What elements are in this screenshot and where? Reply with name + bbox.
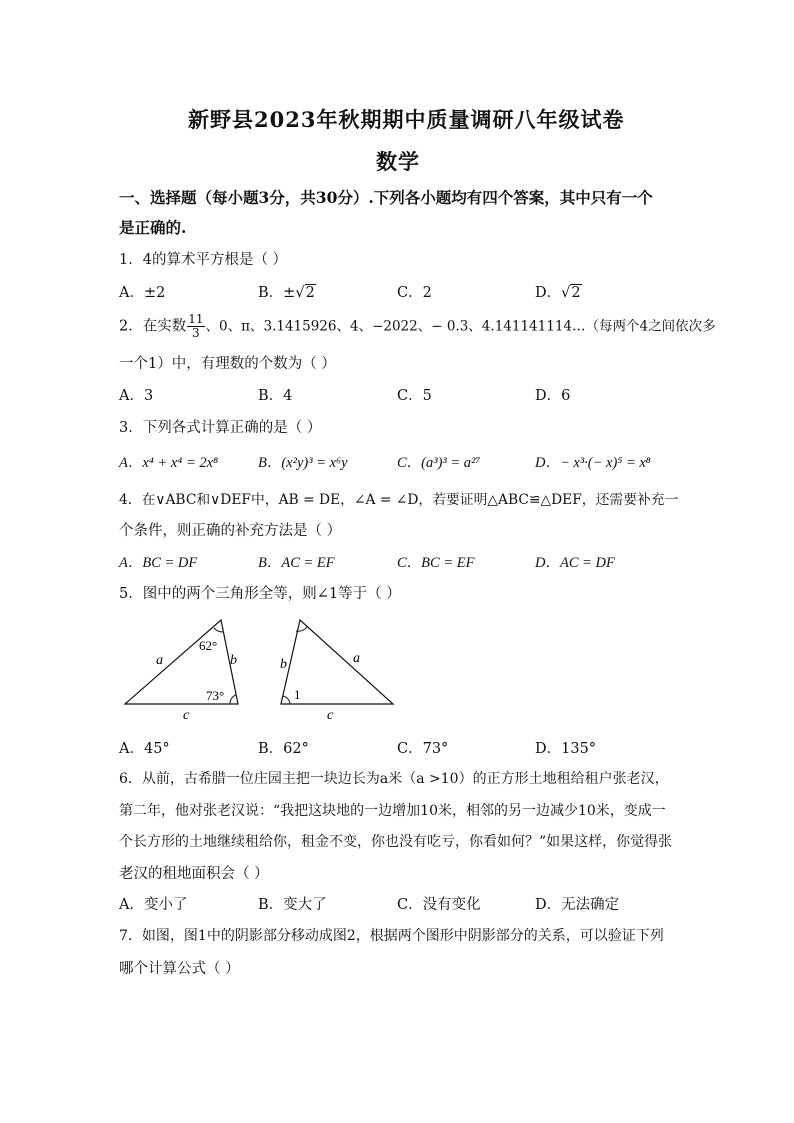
triangle-2-label-a: a	[353, 651, 360, 666]
question-6-line1: 6．从前，古希腊一位庄园主把一块边长为a米（a >10）的正方形土地租给租户张老汉，	[119, 771, 669, 787]
question-7-line2: 哪个计算公式（ ）	[119, 961, 240, 977]
q3-option-b: B．(x²y)³ = x⁶y	[258, 455, 348, 471]
q2-option-d: D．6	[535, 388, 571, 404]
triangle-1-angle-73: 73°	[206, 688, 225, 703]
subject-title: 数学	[376, 149, 420, 174]
q1-option-c: C．2	[397, 285, 432, 301]
triangle-1-angle-62: 62°	[199, 638, 218, 653]
question-2-line1	[119, 313, 716, 340]
q1-option-b-radicand: 2	[305, 285, 315, 301]
q5-option-a: A．45°	[119, 741, 170, 757]
q2-option-a: A．3	[119, 388, 154, 404]
q6-option-b: B．变大了	[258, 897, 327, 913]
question-6-line3: 个长方形的土地继续租给你，租金不变，你也没有吃亏，你看如何？”如果这样，你觉得张	[119, 834, 673, 850]
question-2-line2: 一个1）中，有理数的个数为（ ）	[119, 356, 336, 372]
question-6-line2: 第二年，他对张老汉说：“我把这块地的一边增加10米，相邻的另一边减少10米，变成一	[119, 803, 666, 819]
fraction	[187, 313, 204, 340]
question-7-line1: 7．如图，图1中的阴影部分移动成图2，根据两个图形中阴影部分的关系，可以验证下列	[119, 928, 664, 944]
q4-option-c: C．BC = EF	[397, 555, 475, 571]
triangle-2-label-b: b	[280, 657, 287, 672]
question-6-line4: 老汉的租地面积会（ ）	[119, 866, 269, 882]
triangle-1-label-b: b	[230, 653, 237, 668]
page-title: 新野县2023年秋期期中质量调研八年级试卷	[188, 107, 625, 132]
sqrt-symbol: √2	[561, 285, 581, 301]
q5-option-c: C．73°	[397, 741, 449, 757]
q3-option-a: A．x⁴ + x⁴ = 2x⁸	[119, 455, 219, 471]
sqrt-symbol: √2	[295, 285, 315, 301]
q5-option-b: B．62°	[258, 741, 309, 757]
q1-option-b	[258, 281, 316, 302]
q2-prefix: 2．在实数	[119, 318, 187, 335]
section-heading-line2: 是正确的.	[119, 218, 187, 237]
q6-option-d: D．无法确定	[535, 897, 620, 913]
q6-option-a: A．变小了	[119, 897, 188, 913]
question-3-stem: 3．下列各式计算正确的是（ ）	[119, 420, 322, 436]
q6-option-c: C．没有变化	[397, 897, 481, 913]
triangle-1-right-angle-arc	[230, 695, 236, 704]
congruent-triangles-figure	[110, 612, 410, 722]
q1-option-a: A．±2	[119, 285, 166, 301]
q1-option-d-prefix: D．	[535, 285, 562, 301]
q4-option-b: B．AC = EF	[258, 555, 335, 571]
fraction-numerator: 11	[188, 312, 204, 326]
triangle-2-angle-1-label: 1	[294, 687, 301, 702]
q1-option-d	[535, 281, 582, 302]
q2-option-b: B．4	[258, 388, 293, 404]
fraction-denominator: 3	[192, 326, 200, 340]
triangle-1-label-a: a	[156, 653, 163, 668]
q3-option-d: D．− x³·(− x)⁵ = x⁸	[535, 455, 651, 471]
q1-option-b-prefix: B．±	[258, 285, 296, 301]
question-5-stem: 5．图中的两个三角形全等，则∠1等于（ ）	[119, 586, 401, 602]
q1-option-d-radicand: 2	[571, 285, 581, 301]
triangle-2-angle-1-arc	[283, 696, 290, 704]
section-heading-line1: 一、选择题（每小题3分，共30分）.下列各小题均有四个答案，其中只有一个	[119, 188, 653, 207]
triangle-1-label-c: c	[183, 708, 190, 722]
question-4-line2: 个条件，则正确的补充方法是（ ）	[119, 523, 342, 539]
triangle-2-label-c: c	[327, 708, 334, 722]
q4-option-a: A．BC = DF	[119, 555, 198, 571]
q2-option-c: C．5	[397, 388, 432, 404]
q3-option-c: C．(a³)³ = a²⁷	[397, 455, 481, 471]
q4-option-d: D．AC = DF	[535, 555, 615, 571]
question-4-line1: 4．在∨ABC和∨DEF中，AB = DE，∠A = ∠D，若要证明△ABC≌△DEF，还需要补充一	[119, 492, 679, 508]
triangle-1-top-angle-arc	[214, 628, 223, 632]
question-1-stem: 1．4的算术平方根是（ ）	[119, 252, 288, 268]
q2-rest: 、0、π、3.1415926、4、−2022、− 0.3、4.141141114…（每两个4之间依次多	[205, 318, 716, 335]
q5-option-d: D．135°	[535, 741, 597, 757]
